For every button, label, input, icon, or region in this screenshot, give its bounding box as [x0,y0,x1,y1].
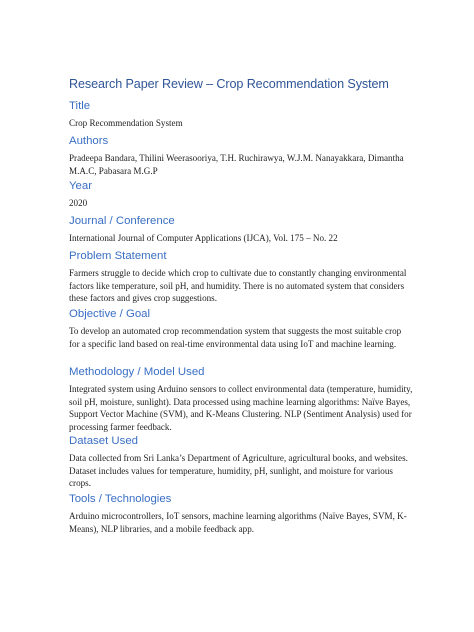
section-heading: Year [69,180,93,192]
section-methodology [69,365,414,433]
section-journal [69,214,414,245]
section-body: Pradeepa Bandara, Thilini Weerasooriya, T.H. Ruchirawya, W.J.M. Nanayakkara, Dimantha M.A.C, Pabasara M.G.P [69,153,404,176]
section-heading: Title [69,100,91,112]
section-title [69,99,414,130]
section-body: Arduino microcontrollers, IoT sensors, machine learning algorithms (Naïve Bayes, SVM, K-Means), NLP libraries, and a mobile feedback app. [69,511,407,534]
section-year [69,179,414,210]
section-body: Data collected from Sri Lanka’s Department of Agriculture, agricultural books, and websites. Dataset includes values for temperature, humidity, pH, sunlight, and moisture for various crops. [69,453,408,489]
section-body: Crop Recommendation System [69,118,183,128]
section-body: Farmers struggle to decide which crop to cultivate due to constantly changing environmental factors like temperature, soil pH, and humidity. There is no automated system that considers these factors and gives crop suggestions. [69,268,407,304]
section-body: Integrated system using Arduino sensors to collect environmental data (temperature, humidity, soil pH, moisture, sunlight). Data processed using machine learning algorithms: Naïve Bayes, Support Vector Machine (SVM), and K-Means Clustering. NLP (Sentiment Analysis) used for processing farmer feedback. [69,384,413,432]
section-tools [69,492,414,535]
section-heading: Dataset Used [69,435,139,447]
section-body: 2020 [69,198,88,208]
section-dataset [69,434,414,490]
section-body: International Journal of Computer Applications (IJCA), Vol. 175 – No. 22 [69,233,338,243]
section-heading: Problem Statement [69,250,167,262]
section-heading: Authors [69,135,109,147]
section-body: To develop an automated crop recommendation system that suggests the most suitable crop for a specific land based on real-time environmental data using IoT and machine learning. [69,326,402,349]
section-heading: Objective / Goal [69,308,151,320]
document-title: Research Paper Review – Crop Recommendation System [69,77,389,91]
section-heading: Methodology / Model Used [69,366,205,378]
section-authors [69,134,414,177]
section-problem-statement [69,249,414,305]
section-objective [69,307,414,350]
section-heading: Tools / Technologies [69,493,172,505]
section-heading: Journal / Conference [69,215,175,227]
